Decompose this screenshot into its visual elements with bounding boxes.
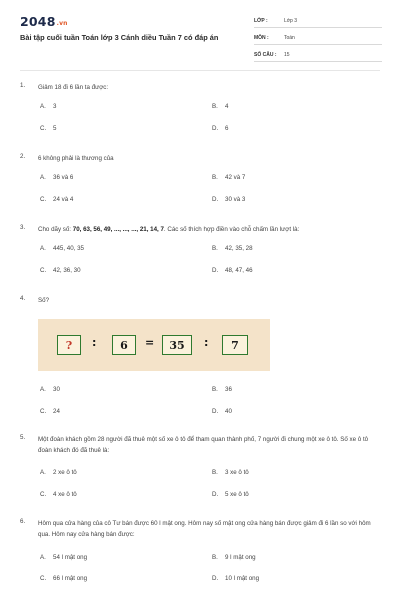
option-d[interactable]: D. 40: [212, 408, 232, 415]
question-number: 6.: [20, 518, 26, 525]
question-number: 4.: [20, 295, 26, 302]
option-b[interactable]: B. 4: [212, 103, 229, 110]
option-c[interactable]: C. 24: [40, 408, 60, 415]
question-1: [20, 82, 380, 142]
meta-label: MÔN :: [254, 34, 269, 41]
question-text: Một đoàn khách gồm 28 người đã thuê một số xe ô tô để tham quan thành phố, 7 người đi chung một xe ô tô. Số xe ô tô đoàn khách đó đã thuê là:: [38, 436, 369, 454]
meta-value: 15: [284, 51, 290, 58]
option-d[interactable]: D. 30 và 3: [212, 196, 246, 203]
number-box: 6: [112, 335, 136, 355]
option-c[interactable]: C. 24 và 4: [40, 196, 74, 203]
meta-label: LỚP :: [254, 17, 268, 24]
option-a[interactable]: A. 54 l mật ong: [40, 554, 88, 561]
meta-info: [254, 14, 382, 65]
number-box: 7: [222, 335, 248, 355]
question-text: 6 không phải là thương của: [38, 155, 114, 162]
option-d[interactable]: D. 10 l mật ong: [212, 575, 260, 582]
option-b[interactable]: B. 42 và 7: [212, 174, 246, 181]
question-2: [20, 153, 380, 213]
option-d[interactable]: D. 5 xe ô tô: [212, 491, 249, 498]
meta-row-class: [254, 14, 382, 28]
option-a[interactable]: A. 30: [40, 386, 60, 393]
meta-value: Toán: [284, 34, 295, 41]
question-text: Số?: [38, 297, 50, 304]
unknown-box: ?: [57, 335, 81, 355]
question-text: Cho dãy số: 70, 63, 56, 49, ..., ..., ..., 21, 14, 7. Các số thích hợp điền vào chỗ chấm lần lượt là:: [38, 226, 300, 233]
divide-sign: :: [204, 336, 209, 349]
number-box: 35: [162, 335, 192, 355]
logo-text: 2048: [20, 14, 56, 29]
option-b[interactable]: B. 3 xe ô tô: [212, 469, 249, 476]
meta-row-subject: [254, 31, 382, 45]
option-a[interactable]: A. 2 xe ô tô: [40, 469, 77, 476]
option-c[interactable]: C. 42, 36, 30: [40, 267, 81, 274]
option-c[interactable]: C. 66 l mật ong: [40, 575, 88, 582]
division-puzzle: [38, 319, 270, 371]
question-5: [20, 434, 380, 504]
option-c[interactable]: C. 4 xe ô tô: [40, 491, 77, 498]
question-text: Giảm 18 đi 6 lần ta được:: [38, 84, 109, 91]
equals-sign: =: [145, 336, 155, 349]
question-number: 2.: [20, 153, 26, 160]
option-b[interactable]: B. 42, 35, 28: [212, 245, 253, 252]
question-6: [20, 518, 380, 588]
document-header: [0, 0, 400, 62]
option-a[interactable]: A. 445, 40, 35: [40, 245, 84, 252]
logo-suffix: .vn: [56, 20, 68, 27]
site-logo[interactable]: [20, 14, 68, 29]
option-a[interactable]: A. 3: [40, 103, 57, 110]
divide-sign: :: [92, 336, 97, 349]
header-divider: [20, 70, 380, 71]
meta-label: SỐ CÂU :: [254, 51, 277, 58]
question-text: Hôm qua cửa hàng của cô Tư bán được 60 l mật ong. Hôm nay số mật ong cửa hàng bán được giảm đi 6 lần so với hôm qua. Hôm nay cửa hàng bán được:: [38, 520, 371, 538]
meta-value: Lớp 3: [284, 17, 298, 24]
question-number: 3.: [20, 224, 26, 231]
question-number: 5.: [20, 434, 26, 441]
option-b[interactable]: B. 9 l mật ong: [212, 554, 256, 561]
document-title: Bài tập cuối tuần Toán lớp 3 Cánh diều Tuần 7 có đáp án: [20, 33, 219, 42]
option-d[interactable]: D. 48, 47, 46: [212, 267, 253, 274]
meta-row-count: [254, 48, 382, 62]
option-b[interactable]: B. 36: [212, 386, 232, 393]
number-sequence: 70, 63, 56, 49, ..., ..., ..., 21, 14, 7: [72, 226, 164, 233]
option-c[interactable]: C. 5: [40, 125, 57, 132]
question-3: [20, 224, 380, 284]
question-number: 1.: [20, 82, 26, 89]
option-a[interactable]: A. 36 và 6: [40, 174, 74, 181]
option-d[interactable]: D. 6: [212, 125, 229, 132]
